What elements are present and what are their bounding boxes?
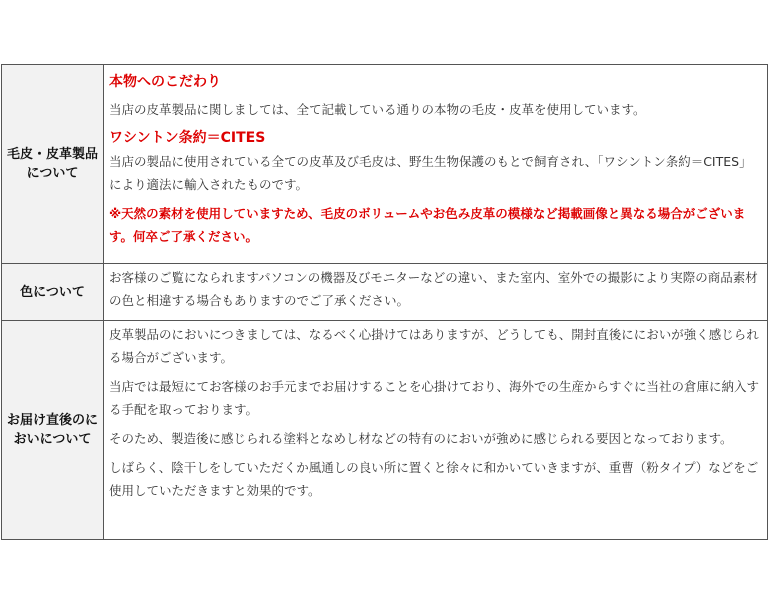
paragraph: お客様のご覧になられますパソコンの機器及びモニターなどの違い、また室内、室外での撮影により実際の商品素材の色と相違する場合もありますのでご了承ください。 (109, 270, 758, 308)
paragraph: 当店の皮革製品に関しましては、全て記載している通りの本物の毛皮・皮革を使用しています。 (109, 102, 646, 117)
table-row (2, 264, 768, 321)
row-header-color: 色について (2, 264, 104, 321)
paragraph: しばらく、陰干しをしていただくか風通しの良い所に置くと徐々に和かいていきますが、重曹（粉タイプ）などをご使用していただきますと効果的です。 (109, 460, 759, 498)
product-info-table (1, 64, 768, 540)
row-header-leather: 毛皮・皮革製品について (2, 65, 104, 264)
warning-note: ※天然の素材を使用していますため、毛皮のボリュームやお色み皮革の模様など掲載画像と異なる場合がございます。何卒ご了承ください。 (109, 206, 746, 244)
row-content-smell (104, 321, 768, 540)
table-row (2, 65, 768, 264)
table-row (2, 321, 768, 540)
row-header-smell: お届け直後のにおいについて (2, 321, 104, 540)
paragraph: 当店の製品に使用されている全ての皮革及び毛皮は、野生生物保護のもとで飼育され、「ワシントン条約＝CITES」により適法に輸入されたものです。 (109, 154, 752, 192)
paragraph: 当店では最短にてお客様のお手元までお届けすることを心掛けており、海外での生産からすぐに当社の倉庫に納入する手配を取っております。 (109, 379, 760, 417)
paragraph: そのため、製造後に感じられる塗料となめし材などの特有のにおいが強めに感じられる要因となっております。 (109, 431, 733, 446)
section-heading-authentic: 本物へのこだわり (109, 74, 221, 90)
row-content-color (104, 264, 768, 321)
section-heading-cites: ワシントン条約＝CITES (109, 130, 266, 146)
paragraph: 皮革製品のにおいにつきましては、なるべく心掛けてはありますが、どうしても、開封直後ににおいが強く感じられる場合がございます。 (109, 327, 759, 365)
row-content-leather (104, 65, 768, 264)
